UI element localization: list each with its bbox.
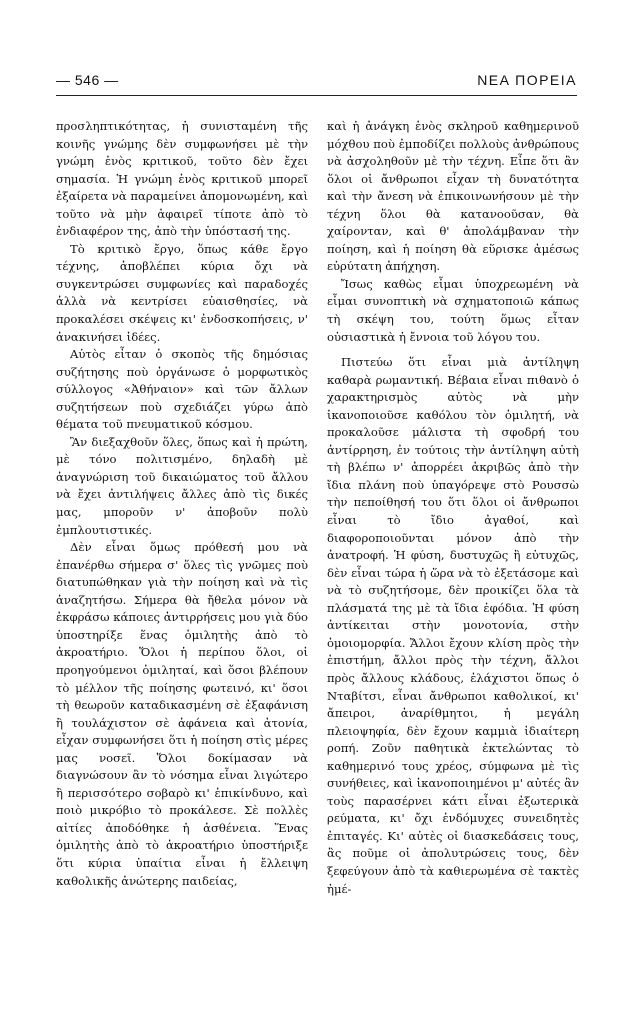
paragraph: Δὲν εἶναι ὅμως πρόθεσή μου νὰ ἐπανέρθω σήμερα σ' ὅλες τὶς γνῶμες ποὺ διατυπώθηκαν γιὰ τὴν ποίηση καὶ νὰ τὶς ἀναζητήσω. Σήμερα θὰ ἤθελα μόνον νὰ ἐκφράσω κάποιες ἀντιρρήσεις μου γιὰ δύο ὑποστηρίξε ἕνας ὁμιλητὴς ἀπὸ τὸ ἀκροατήριο. Ὅλοι ἡ περίπου ὅλοι, οἱ προηγούμενοι ὁμιληταί, καὶ ὅσοι βλέπουν τὸ μέλλον τῆς ποίησης φωτεινό, κι' ὅσοι τὴ θεωροῦν καταδικασμένη σὲ ἐξαφάνιση ἢ τουλάχιστον σὲ ἀφάνεια καὶ ἀτονία, εἶχαν συμφωνήσει ὅτι ἡ ποίηση στὶς μέρες μας νοσεῖ. Ὅλοι δοκίμασαν νὰ διαγνώσουν ἂν τὸ νόσημα εἶναι λιγώτερο ἢ περισσότερο σοβαρὸ κι' ἐπικίνδυνο, καὶ ποιὸ μικρόβιο τὸ προκάλεσε. Σὲ πολλὲς αἰτίες ἀποδόθηκε ἡ ἀσθένεια. Ἕνας ὁμιλητὴς ἀπὸ τὸ ἀκροατήριο ὑποστήριξε ὅτι κύρια ὑπαίτια εἶναι ἡ ἔλλειψη καθολικῆς ἀνώτερης παιδείας, <box>56 540 308 888</box>
page-number: — 546 — <box>56 72 119 88</box>
paragraph: Ἴσως καθὼς εἶμαι ὑποχρεωμένη νὰ εἶμαι συνοπτικὴ νὰ σχηματοποιῶ κάπως τὴ σκέψη του, τούτη ὅμως εἶταν οὐσιαστικὰ ἡ ἔννοια τοῦ λόγου του. <box>327 276 579 344</box>
paragraph: καὶ ἡ ἀνάγκη ἑνὸς σκληροῦ καθημερινοῦ μόχθου ποὺ ἐμποδίζει πολλοὺς ἀνθρώπους νὰ ἀσχοληθοῦν μὲ τὴν τέχνη. Εἶπε ὅτι ἂν ὅλοι οἱ ἄνθρωποι εἶχαν τὴ δυνατότητα καὶ τὴν ἄνεση νὰ ἐπικοινωνήσουν μὲ τὴν τέχνη ὅλοι θὰ κατανοοῦσαν, θὰ χαίρονταν, καὶ θ' ἀπολάμβαναν τὴν ποίηση, καὶ ἡ ποίηση θὰ εὕρισκε ἀμέσως εὐρύτατη ἀπήχηση. <box>327 119 579 274</box>
paragraph: προσληπτικότητας, ἡ συνισταμένη τῆς κοινῆς γνώμης δὲν συμφωνήσει μὲ τὴν γνώμη ἑνὸς κριτικοῦ, τοῦτο δὲν ἔχει σημασία. Ἡ γνώμη ἑνὸς κριτικοῦ μπορεῖ ἐξαίρετα νὰ παραμείνει ἀπομονωμένη, καὶ τοῦτο νὰ μὴν ἀφαιρεῖ τίποτε ἀπὸ τὸ ἐνδιαφέρον της, ἀπὸ τὴν ὑπόστασή της. <box>56 119 308 239</box>
page-header <box>56 70 577 92</box>
paragraph: Αὐτὸς εἶταν ὁ σκοπὸς τῆς δημόσιας συζήτησης ποὺ ὀργάνωσε ὁ μορφωτικὸς σύλλογος «Ἀθήναιον» καὶ τῶν ἄλλων συζητήσεων ποὺ σχεδιάζει γύρω ἀπὸ θέματα τοῦ πνευματικοῦ κόσμου. <box>56 347 308 432</box>
paragraph: Τὸ κριτικὸ ἔργο, ὅπως κάθε ἔργο τέχνης, ἀποβλέπει κύρια ὄχι νὰ συγκεντρώσει συμφωνίες καὶ παραδοχές ἀλλὰ νὰ κεντρίσει εὐαισθησίες, νὰ προκαλέσει σκέψεις κι' ἐνδοσκοπήσεις, ν' ἀνακινήσει ἰδέες. <box>56 241 308 344</box>
right-column <box>327 118 579 898</box>
header-rule <box>56 95 577 96</box>
paragraph: Πιστεύω ὅτι εἶναι μιὰ ἀντίληψη καθαρὰ ρωμαντική. Βέβαια εἶναι πιθανὸ ὁ χαρακτηρισμὸς αὐτὸς νὰ μὴν ἱκανοποιοῦσε καθόλου τὸν ὁμιλητή, νὰ προκαλοῦσε μάλιστα τὴ σφοδρή του ἀντίρρηση, ἐν τούτοις τὴν ἀντίληψη αὐτὴ τὴ βλέπω ν' ἀπορρέει ἀκριβῶς ἀπὸ τὴν ἴδια πλάνη ποὺ ὑπαγόρεψε στὸ Ρουσσὼ τὴν πεποίθησή του ὅτι ὅλοι οἱ ἄνθρωποι εἶναι τὸ ἴδιο ἀγαθοί, καὶ διαφοροποιοῦνται μόνον ἀπὸ τὴν ἀνατροφή. Ἡ φύση, δυστυχῶς ἢ εὐτυχῶς, δὲν εἶναι τώρα ἡ ὥρα νὰ τὸ ἐξετάσομε καὶ νὰ τὸ συζητήσομε, δὲν προικίζει ὅλα τὰ πλάσματά της μὲ τὰ ἴδια ἐφόδια. Ἡ φύση ἀντίκειται στὴν μονοτονία, στὴν ὁμοιομορφία. Ἄλλοι ἔχουν κλίση πρὸς τὴν ἐπιστήμη, ἄλλοι πρὸς τὴν τέχνη, ἄλλοι πρὸς ἄλλους κλάδους, ἐλάχιστοι ὅπως ὁ Νταβίτσι, εἶναι ἄνθρωποι καθολικοί, κι' ἄπειροι, ἀναρίθμητοι, ἡ μεγάλη πλειοψηφία, δὲν ἔχουν καμμιὰ ἰδιαίτερη ροπή. Ζοῦν παθητικὰ ἐκτελώντας τὸ καθημερινό τους χρέος, σύμφωνα μὲ τὶς συνήθειες, καὶ ἱκανοποιημένοι μ' αὐτές ἂν τοὺς παρασέρνει κάτι εἶναι ἐξωτερικὰ ρεύματα, κι' ὄχι ἐνδόμυχες συνειδητὲς ἐπιταγές. Κι' αὐτὲς οἱ διασκεδάσεις τους, ἂς ποῦμε οἱ ἀπολυτρώσεις τους, δὲν ξεφεύγουν ἀπὸ τὰ καθιερωμένα σὲ τακτὲς ἡμέ- <box>327 355 579 896</box>
left-column <box>56 118 308 890</box>
journal-title: ΝΕΑ ΠΟΡΕΙΑ <box>477 72 577 88</box>
paragraph: Ἂν διεξαχθοῦν ὅλες, ὅπως καὶ ἡ πρώτη, μὲ τόνο πολιτισμένο, δηλαδὴ μὲ ἀναγνώριση τοῦ δικαιώματος τοῦ ἄλλου νὰ ἔχει ἀντιλήψεις ἄλλες ἀπὸ τὶς δικές μας, μποροῦν ν' ἀποβοῦν πολὺ ἐμπλουτιστικές. <box>56 434 308 537</box>
